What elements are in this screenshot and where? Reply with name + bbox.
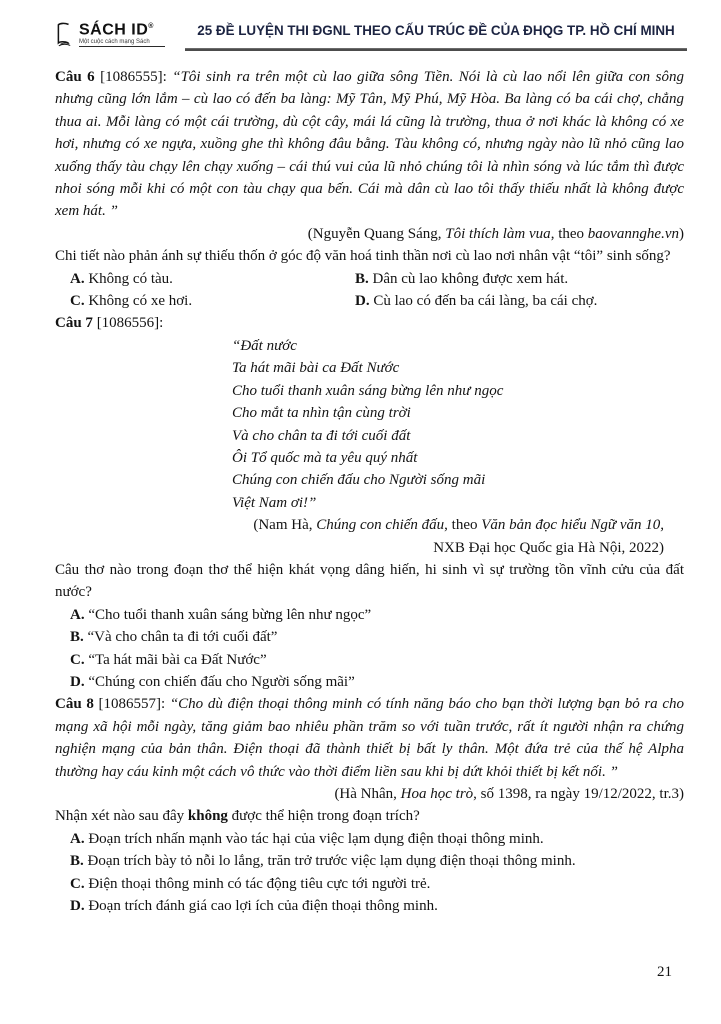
option-letter: B. <box>355 270 369 287</box>
option-item-b <box>355 268 684 290</box>
question-7-poem <box>55 335 684 514</box>
question-8-label: Câu 8 <box>55 696 94 713</box>
page-content <box>55 66 684 917</box>
question-8-passage <box>55 693 684 783</box>
question-6-label: Câu 6 <box>55 69 95 85</box>
source-book-title: Văn bản đọc hiểu Ngữ văn 10, <box>481 517 664 534</box>
question-6-options <box>55 268 684 313</box>
open-book-icon <box>55 18 77 48</box>
poem-line: Và cho chân ta đi tới cuối đất <box>232 427 411 444</box>
question-6-passage <box>55 66 684 223</box>
option-text: Đoạn trích bày tỏ nỗi lo lắng, trăn trở trước việc lạm dụng điện thoại thông minh. <box>87 853 576 870</box>
question-7-prompt: Câu thơ nào trong đoạn thơ thể hiện khát vọng dâng hiến, hi sinh vì sự trường tồn vĩnh cửu của đất nước? <box>55 561 684 601</box>
option-letter: C. <box>70 875 85 892</box>
option-letter: C. <box>70 651 85 668</box>
option-text: Đoạn trích đánh giá cao lợi ích của điện thoại thông minh. <box>88 898 438 915</box>
question-8-id: [1086557]: <box>93 696 170 713</box>
option-letter: B. <box>70 853 84 870</box>
option-item-c <box>55 649 684 671</box>
option-item-c <box>70 290 355 312</box>
question-8-options <box>55 828 684 918</box>
option-letter: C. <box>70 293 85 310</box>
question-7-label: Câu 7 <box>55 315 93 332</box>
option-item-d <box>55 671 684 693</box>
option-item-d <box>55 895 684 917</box>
source-work-title: Hoa học trò <box>400 786 474 802</box>
poem-line: Chúng con chiến đấu cho Người sống mãi <box>232 472 486 489</box>
question-8-source: (Hà Nhân, Hoa học trò, số 1398, ra ngày 19/12/2022, tr.3) <box>334 786 684 802</box>
option-letter: A. <box>70 830 85 847</box>
poem-line: “Đất nước <box>232 337 297 354</box>
poem-line: Ôi Tổ quốc mà ta yêu quý nhất <box>232 449 418 466</box>
brand-tagline: Một cuộc cách mạng Sách <box>79 39 165 47</box>
option-letter: D. <box>70 673 85 690</box>
option-text: “Cho tuổi thanh xuân sáng bừng lên như ngọc” <box>88 606 372 623</box>
option-text: Dân cù lao không được xem hát. <box>372 270 569 287</box>
header-title-block <box>185 16 687 51</box>
question-7-source-line2: NXB Đại học Quốc gia Hà Nội, 2022) <box>433 539 664 556</box>
source-work-title: Tôi thích làm vua <box>445 225 551 242</box>
poem-line: Cho tuổi thanh xuân sáng bừng lên như ngọc <box>232 382 504 399</box>
option-item-a <box>55 604 684 626</box>
question-7-options <box>55 604 684 694</box>
poem-line: Việt Nam ơi!” <box>232 494 317 511</box>
question-6-prompt: Chi tiết nào phản ánh sự thiếu thốn ở góc độ văn hoá tinh thần nơi cù lao nơi nhân vật “tôi” sinh sống? <box>55 248 671 265</box>
option-text: Điện thoại thông minh có tác động tiêu cực tới người trẻ. <box>88 875 431 892</box>
question-8-prompt: Nhận xét nào sau đây không được thể hiện trong đoạn trích? <box>55 808 420 825</box>
option-item-b <box>55 626 684 648</box>
option-letter: D. <box>70 898 85 915</box>
page-number: 21 <box>657 964 672 980</box>
brand-name: SÁCH ID® <box>79 21 154 39</box>
option-item-b <box>55 850 684 872</box>
header-rule <box>185 48 687 51</box>
option-item-d <box>355 290 684 312</box>
question-6-id: [1086555]: <box>94 69 173 85</box>
poem-line: Ta hát mãi bài ca Đất Nước <box>232 360 400 377</box>
option-text: Không có tàu. <box>88 270 173 287</box>
option-text: Cù lao có đến ba cái làng, ba cái chợ. <box>373 293 598 310</box>
option-letter: A. <box>70 606 85 623</box>
option-text: “Ta hát mãi bài ca Đất Nước” <box>88 651 267 668</box>
question-6-source: (Nguyễn Quang Sáng, Tôi thích làm vua, theo baovannghe.vn) <box>307 225 684 242</box>
option-item-c <box>55 873 684 895</box>
option-letter: B. <box>70 629 84 646</box>
poem-line: Cho mắt ta nhìn tận cùng trời <box>232 405 411 422</box>
header-title: 25 ĐỀ LUYỆN THI ĐGNL THEO CẤU TRÚC ĐỀ CỦA ĐHQG TP. HỒ CHÍ MINH <box>197 23 675 38</box>
question-6-quote: “Tôi sinh ra trên một cù lao giữa sông Tiền. Nói là cù lao nổi lên giữa con sông nhưng cũng lớn lắm – cù lao có đến ba làng: Mỹ Tân, Mỹ Phú, Mỹ Hòa. Ba làng có ba cái chợ, chẳng thua ai. Mỗi làng có một cái trường, dù cột cây, mái lá cũng là trường, thua ở nơi khác là không có xe hơi, nhưng có xe ngựa, xuồng ghe thì không đâu bằng. Tàu không có, nhưng ngày nào lũ nhỏ cũng lao xuống thấy tàu chạy lên chạy xuống – cái thú vui của lũ nhỏ chúng tôi là nhìn sóng và lúc tắm thì được nhoi sóng mỗi khi có một con tàu chạy qua bến. Cái mà dân cù lao tôi thấy thiếu nhất là không được xem hát. ” <box>55 69 684 220</box>
brand-text <box>79 18 165 47</box>
question-7-id: [1086556]: <box>92 315 164 332</box>
option-text: Đoạn trích nhấn mạnh vào tác hại của việc lạm dụng điện thoại thông minh. <box>88 830 544 847</box>
prompt-emphasis: không <box>187 808 228 825</box>
option-letter: D. <box>355 293 370 310</box>
question-7-heading <box>55 312 684 334</box>
page-header <box>55 16 687 60</box>
option-text: “Chúng con chiến đấu cho Người sống mãi” <box>88 673 355 690</box>
option-letter: A. <box>70 270 85 287</box>
option-item-a <box>55 828 684 850</box>
question-8-quote: “Cho dù điện thoại thông minh có tính năng báo cho bạn thời lượng bạn bỏ ra cho mạng xã hội mỗi ngày, tăng giảm bao nhiêu phần trăm so với tuần trước, rất ít người nhận ra chứng nghiện mạng của bản thân. Điện thoại đã thành thiết bị bất ly thân. Một đứa trẻ của thế hệ Alpha thường hay cáu kỉnh một cách vô thức vào thời điểm liền sau khi bị dứt khỏi thiết bị kết nối. ” <box>55 696 684 780</box>
option-text: Không có xe hơi. <box>88 293 193 310</box>
source-work-title: Chúng con chiến đấu <box>316 517 445 534</box>
question-7-source-line1: (Nam Hà, Chúng con chiến đấu, theo Văn bản đọc hiểu Ngữ văn 10, <box>253 517 664 534</box>
source-site: baovannghe.vn <box>587 225 679 242</box>
registered-mark: ® <box>148 23 154 30</box>
option-text: “Và cho chân ta đi tới cuối đất” <box>87 629 278 646</box>
option-item-a <box>70 268 355 290</box>
brand-logo <box>55 18 180 48</box>
